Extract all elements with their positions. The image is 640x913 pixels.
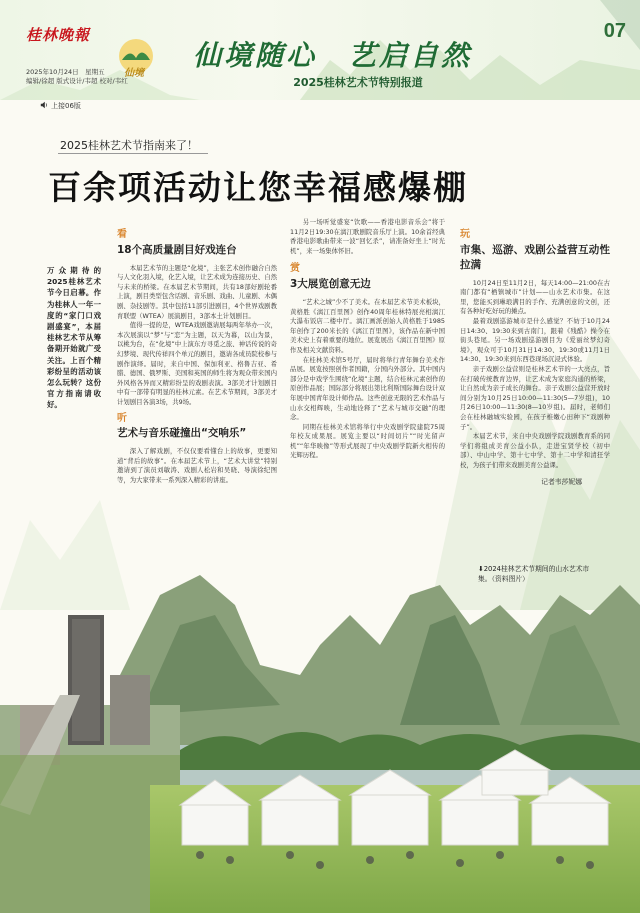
paragraph: 在桂林美术馆5号厅，届时将举行青年舞台美术作品展。展览按照创作者国籍，分国内外部分。其中国内部分是中戏学生围绕“化境”主题，结合桂林元素创作的原创作品展；国际部分将展出第比利斯国际舞台设计双年展中国青年设计师作品。这些创意无限的艺术作品与山水交相辉映，生动地诠释了“艺术与城市交融”的理念。 bbox=[290, 355, 445, 422]
paper-logo: 桂林晚報 bbox=[26, 26, 91, 44]
paragraph: 最着戏剧巡游城市是什么感觉？不妨于10月24日14:30、19:30来到古南门，跟着《残酷》操今在街头巷尾。另一场戏剧巡游剧目为《爱丽丝梦幻奇境》，观众可于10月31日14:30、19:30或11月1日14:30、19:30来到东西巷现场沉浸式体验。 bbox=[460, 316, 610, 364]
prev-page-label: 上接06版 bbox=[51, 102, 81, 110]
kicker-divider bbox=[58, 153, 208, 154]
paragraph: “艺术之城”少不了美术。在本届艺术节美术板块，黄格胜《漓江百里图》创作40周年桂林特展亮相漓江大瀑布饭店二楼中厅。漓江画派创始人黄格胜于1985年创作了200米长的《漓江百里图》，该作品在新中国美术史上有着重要的地位。展览展出《漓江百里图》原作及相关文献资料。 bbox=[290, 297, 445, 354]
festival-logo-text: 仙境 bbox=[124, 68, 144, 79]
section-tag-listen: 听 bbox=[117, 412, 127, 424]
article-kicker: 2025桂林艺术节指南来了！ bbox=[60, 139, 198, 152]
paragraph: 同期在桂林美术馆将举行中央戏剧学院建院75周年校友成果展。展览主要以“时间切片”“时光留声机”“年华映像”等形式展现了中央戏剧学院新火相传的光辉历程。 bbox=[290, 422, 445, 460]
article-lead: 万众期待的2025桂林艺术节今日启幕。作为桂林人一年一度的“家门口戏剧盛宴”，本届桂林艺术节从筹备期开始就广受关注。上百个精彩纷呈的活动该怎么玩转？这份官方指南请收好。 bbox=[47, 266, 101, 410]
section-title-exhibitions: 3大展览创意无边 bbox=[290, 277, 371, 290]
paragraph: 本届艺术节，来自中央戏剧学院戏剧教育系的同学们将组成美育公益小队，走进宝贤学校（初中部）、中山中学、第十七中学、第十二中学和清狂学校，为孩子们带来戏剧美育公益课。 bbox=[460, 432, 610, 469]
paragraph: 另一场听觉盛宴“饮歌——香港电影音乐会”将于11月2日19:30在漓江歌剧院音乐厅上演。10余首经典香港电影歌曲带来一波“回忆杀”，请准备好坐上“时光机”，来一场集体怀旧。 bbox=[290, 218, 445, 255]
paragraph: 亲子戏剧公益营则是桂林艺术节的一大亮点，旨在打破传统教育边界，让艺术成为家庭沟通的桥梁，让自然成为亲子成长的舞台。亲子戏剧公益营开放时间分别为10月25日10:00—11:30(5—7岁组)，10月26日10:00—11:30(8—10岁组)。届时，老师们会在桂林融城实验园，在孩子椎嫩心田种下“戏剧种子”。 bbox=[460, 364, 610, 431]
section-title-plays: 18个高质量剧目好戏连台 bbox=[117, 243, 237, 256]
market-photo bbox=[0, 555, 640, 913]
issue-date-block bbox=[26, 68, 128, 86]
paragraph: 10月24日至11月2日，每天14:00—21:00在古南门都有“栖镇城市”计划——山水艺术市集。在这里，您能买到琳琅满目的手作、充满创意的文创，还有各种好吃好玩的摊点。 bbox=[460, 278, 610, 316]
photo-caption: ⬇2024桂林艺术节期间的山水艺术市集。（资料图片） bbox=[478, 565, 590, 583]
editor-credits: 编辑/徐超 版式设计/韦超 校对/韦红 bbox=[26, 77, 128, 85]
prev-page-link[interactable] bbox=[40, 101, 81, 111]
section-tag-watch: 看 bbox=[117, 229, 127, 240]
byline: 记者韦莎妮娜 bbox=[541, 478, 582, 487]
column-2 bbox=[290, 218, 445, 461]
section-tag-view: 赏 bbox=[290, 263, 300, 275]
column-3 bbox=[460, 230, 610, 488]
article-headline: 百余项活动让您幸福感爆棚 bbox=[48, 168, 468, 207]
column-1 bbox=[117, 230, 277, 485]
speaker-icon bbox=[40, 101, 48, 109]
paragraph: 本届艺术节的主题是“化境”，主张艺术创作融合自然与人文化羽入境，化艺入境，让艺术成为连接历史、自然与未来的桥梁。在本届艺术节期间，共有18部好剧轮番上演，剧目类型包含话剧、音乐剧、戏曲、儿童剧、木偶剧、杂技剧等。其中包括11部引进剧目，4个世界戏剧教育联盟（WTEA）展演剧目，3部本土计划剧目。 bbox=[117, 263, 278, 320]
page-number: 07 bbox=[603, 20, 626, 42]
section-tag-play: 玩 bbox=[460, 229, 470, 240]
special-report-title: 2025桂林艺术节特别报道 bbox=[293, 76, 423, 89]
festival-slogan: 仙境随心 艺启自然 bbox=[193, 39, 473, 72]
section-title-market: 市集、巡游、戏剧公益营互动性拉满 bbox=[460, 243, 610, 271]
section-title-music: 艺术与音乐碰撞出“交响乐” bbox=[117, 427, 247, 440]
paragraph: 值得一提的是，WTEA戏剧邀请展每两年举办一次，本次展演以“梦”与“恋”为主题，以天为幕，以山为景，以桃为台，在“化境”中上演东方寻觅之旅、神话传说的奇幻梦境、现代传祥四个单元的剧目，邀请各成员院校参与剧作演绎。届时，来自中国、保加利亚、格鲁吉亚、希腊、德国、俄罗斯、美国和英国的师生将为观众带来国内外风格各异而又精彩纷呈的戏剧表演。3部美才计划剧目中有一部带有明显的桂林元素。在艺术节期间，3部美才计划剧目各演3场，共9场。 bbox=[117, 321, 277, 406]
issue-date: 2025年10月24日 星期五 bbox=[26, 68, 105, 76]
paragraph: 深入了解戏剧，不仅仅要看懂台上的故事，更要知道“背后的故事”。在本届艺术节上，“艺术大讲堂”特别邀请到了演员刘敏涛、戏剧人松岩和吴晓、导演徐纪图等，为大家带来一系列深入精彩的讲座。 bbox=[117, 447, 277, 484]
masthead bbox=[0, 0, 640, 100]
